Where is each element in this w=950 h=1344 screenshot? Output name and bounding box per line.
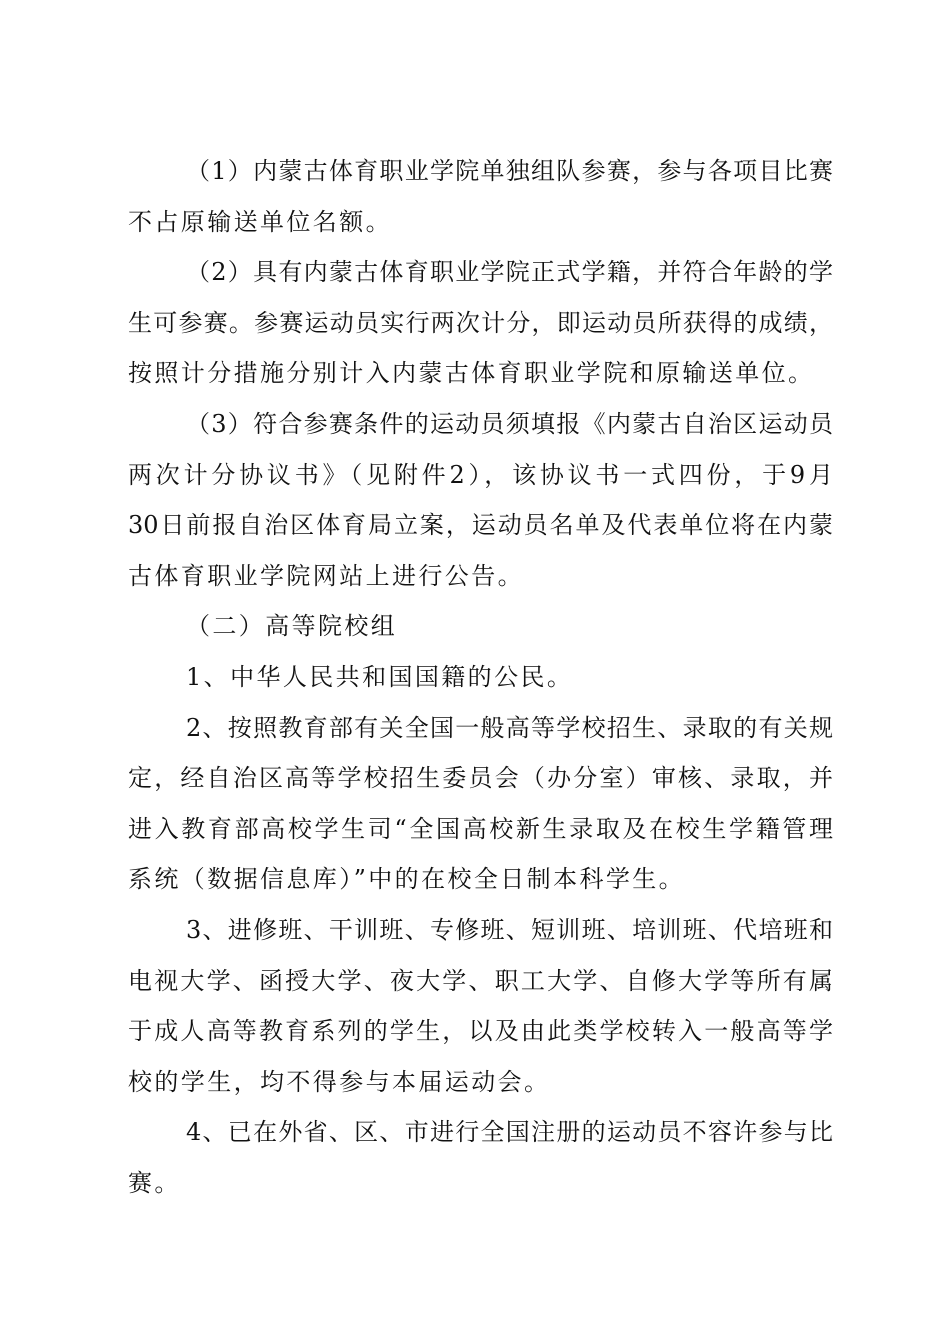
- text-line: 两次计分协议书》（见附件2），该协议书一式四份，于9月: [128, 460, 833, 489]
- text-line: 不占原输送单位名额。: [128, 207, 392, 236]
- text-line: （3）符合参赛条件的运动员须填报《内蒙古自治区运动员: [186, 409, 833, 438]
- text-line: 按照计分措施分别计入内蒙古体育职业学院和原输送单位。: [128, 359, 815, 388]
- text-line: （1）内蒙古体育职业学院单独组队参赛，参与各项目比赛: [186, 157, 833, 185]
- text-line: 系统（数据信息库）”中的在校全日制本科学生。: [128, 865, 686, 894]
- text-line: 进入教育部高校学生司“全国高校新生录取及在校生学籍管理: [128, 814, 833, 843]
- text-line: 4、已在外省、区、市进行全国注册的运动员不容许参与比: [186, 1118, 833, 1147]
- text-line: 定，经自治区高等学校招生委员会（办分室）审核、录取，并: [128, 764, 833, 793]
- document-body: [128, 146, 833, 1208]
- text-line: 1、中华人民共和国国籍的公民。: [186, 662, 574, 691]
- section-heading: （二）高等院校组: [186, 612, 398, 641]
- text-line: 古体育职业学院网站上进行公告。: [128, 561, 524, 590]
- text-line: 于成人高等教育系列的学生，以及由此类学校转入一般高等学: [128, 1017, 833, 1046]
- text-line: （2）具有内蒙古体育职业学院正式学籍，并符合年龄的学: [186, 258, 833, 287]
- text-line: 2、按照教育部有关全国一般高等学校招生、录取的有关规: [186, 713, 833, 742]
- text-line: 校的学生，均不得参与本届运动会。: [128, 1067, 551, 1096]
- text-line: 生可参赛。参赛运动员实行两次计分，即运动员所获得的成绩，: [128, 308, 833, 337]
- text-line: 30日前报自治区体育局立案，运动员名单及代表单位将在内蒙: [128, 511, 833, 540]
- text-line: 电视大学、函授大学、夜大学、职工大学、自修大学等所有属: [128, 966, 833, 995]
- text-line: 赛。: [128, 1168, 181, 1197]
- text-line: 3、进修班、干训班、专修班、短训班、培训班、代培班和: [186, 915, 833, 944]
